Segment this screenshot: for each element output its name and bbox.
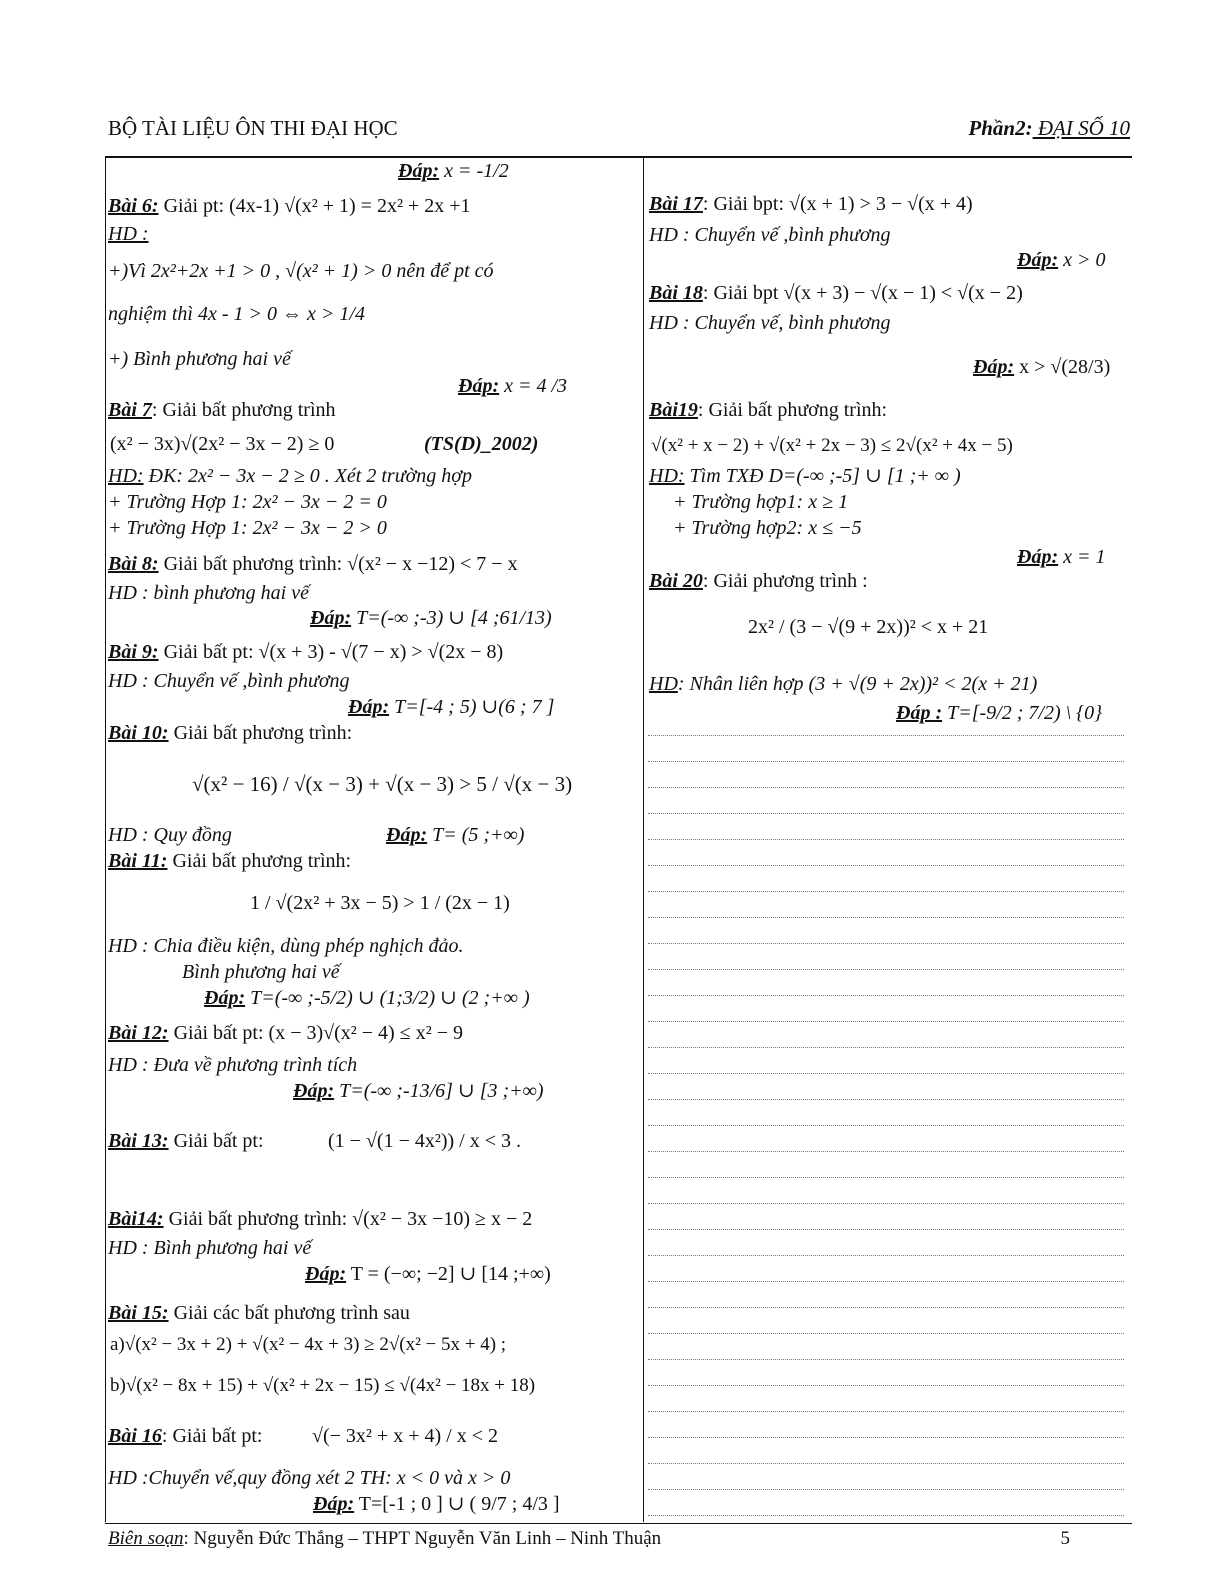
exercise-7 [108, 399, 336, 422]
answer-value: T=(-∞ ;-5/2) ∪ (1;3/2) ∪ (2 ;+∞ ) [245, 987, 530, 1009]
answer-value: x = 4 /3 [499, 375, 568, 397]
hint-line: +) Bình phương hai vế [108, 348, 291, 370]
answer-line [313, 1493, 560, 1516]
note-line [648, 1307, 1124, 1308]
exercise-12 [108, 1022, 463, 1045]
answer-label: Đáp: [1017, 249, 1059, 271]
exercise-label: Bài 15: [108, 1302, 169, 1324]
hint-label-text: HD: [108, 465, 144, 487]
exercise-text: Giải bất pt: (x − 3)√(x² − 4) ≤ x² − 9 [168, 1022, 463, 1044]
exercise-14 [108, 1208, 532, 1231]
answer-value: x = 1 [1058, 546, 1106, 568]
answer-line [386, 824, 524, 847]
exercise-8 [108, 553, 518, 576]
header-title: BỘ TÀI LIỆU ÔN THI ĐẠI HỌC [108, 116, 398, 140]
footer-label: Biên soạn [108, 1528, 184, 1549]
equation: √(x² + x − 2) + √(x² + 2x − 3) ≤ 2√(x² + 4x − 5) [651, 435, 1013, 456]
answer-value: x > √(28/3) [1014, 356, 1111, 378]
note-line [648, 761, 1124, 762]
hint-line: HD : Quy đồng [108, 824, 232, 846]
exercise-11 [108, 850, 351, 873]
note-line [648, 1359, 1124, 1360]
exercise-text: : Giải bất phương trình: [697, 399, 888, 421]
hint-line: HD : Chuyển vế, bình phương [649, 312, 891, 334]
page-number: 5 [1060, 1528, 1070, 1549]
answer-label: Đáp: [310, 607, 352, 629]
answer-line [1017, 546, 1105, 569]
exercise-17 [649, 193, 973, 216]
note-line [648, 943, 1124, 944]
exercise-label: Bài 17 [649, 193, 703, 215]
answer-line [293, 1080, 544, 1103]
note-line [648, 1411, 1124, 1412]
answer-value: x > 0 [1058, 249, 1106, 271]
note-line [648, 1281, 1124, 1282]
exercise-13 [108, 1130, 264, 1153]
note-line [648, 969, 1124, 970]
hint-text: : Nhân liên hợp (3 + √(9 + 2x))² < 2(x + 21) [677, 673, 1038, 695]
exercise-label: Bài 6: [108, 195, 159, 217]
answer-value: T = (−∞; −2] ∪ [14 ;+∞) [346, 1263, 551, 1285]
equation: (1 − √(1 − 4x²)) / x < 3 . [328, 1130, 522, 1152]
note-line [648, 917, 1124, 918]
page-footer [108, 1528, 1128, 1550]
exercise-label: Bài 10: [108, 722, 169, 744]
note-line [648, 1333, 1124, 1334]
exercise-10 [108, 722, 352, 745]
equation: √(x² − 16) / √(x − 3) + √(x − 3) > 5 / √(x − 3) [192, 772, 573, 796]
exercise-text: : Giải bpt: √(x + 1) > 3 − √(x + 4) [702, 193, 973, 215]
hint-line: HD : Chuyển vế ,bình phương [108, 670, 350, 692]
note-line [648, 1047, 1124, 1048]
note-line [648, 1489, 1124, 1490]
equation: √(− 3x² + x + 4) / x < 2 [312, 1425, 498, 1447]
hint-line: Bình phương hai vế [182, 961, 340, 983]
hint-line: nghiệm thì 4x - 1 > 0 ⇔ x > 1/4 [108, 303, 365, 325]
answer-line [398, 160, 509, 183]
hint-line: + Trường hợp1: x ≥ 1 [673, 491, 849, 513]
exercise-text: : Giải bất phương trình [151, 399, 336, 421]
answer-line [973, 356, 1110, 379]
note-line [648, 735, 1124, 736]
answer-value: T=(-∞ ;-3) ∪ [4 ;61/13) [351, 607, 552, 629]
exercise-20 [649, 570, 868, 593]
answer-value: T=(-∞ ;-13/6] ∪ [3 ;+∞) [334, 1080, 544, 1102]
answer-label: Đáp: [305, 1263, 347, 1285]
hint-line: +)Vì 2x²+2x +1 > 0 , √(x² + 1) > 0 nên để pt có [108, 260, 494, 282]
footer-rule [105, 1523, 1132, 1524]
exercise-9 [108, 641, 503, 664]
hint-line: HD : Bình phương hai vế [108, 1237, 312, 1259]
answer-line [458, 375, 567, 398]
note-line [648, 1021, 1124, 1022]
hint-line: HD : bình phương hai vế [108, 582, 309, 604]
answer-value: x = -1/2 [439, 160, 509, 182]
answer-value: T=[-1 ; 0 ] ∪ ( 9/7 ; 4/3 ] [354, 1493, 560, 1515]
exercise-text: Giải bất phương trình: [168, 722, 353, 744]
exercise-text: Giải bất phương trình: √(x² − x −12) < 7 − x [158, 553, 518, 575]
note-line [648, 1073, 1124, 1074]
exercise-label: Bài 11: [108, 850, 168, 872]
exercise-text: Giải bất phương trình: √(x² − 3x −10) ≥ x − 2 [163, 1208, 533, 1230]
hint-line: + Trường Hợp 1: 2x² − 3x − 2 > 0 [108, 517, 387, 539]
answer-label: Đáp: [386, 824, 428, 846]
exercise-label: Bài 9: [108, 641, 159, 663]
answer-value: T= (5 ;+∞) [427, 824, 525, 846]
equation: 2x² / (3 − √(9 + 2x))² < x + 21 [748, 616, 989, 638]
footer-author: : Nguyễn Đức Thắng – THPT Nguyễn Văn Linh – Ninh Thuận [183, 1528, 662, 1549]
exercise-19 [649, 399, 887, 422]
answer-label: Đáp: [1017, 546, 1059, 568]
hint-text: Tìm TXĐ D=(-∞ ;-5] ∪ [1 ;+ ∞ ) [684, 465, 961, 487]
hint-label-text: HD: [649, 465, 685, 487]
hint-text: ĐK: 2x² − 3x − 2 ≥ 0 . Xét 2 trường hợp [143, 465, 472, 487]
exercise-label: Bài 20 [649, 570, 703, 592]
answer-label: Đáp: [204, 987, 246, 1009]
exercise-text: Giải bất pt: √(x + 3) - √(7 − x) > √(2x − 8) [158, 641, 504, 663]
note-line [648, 1203, 1124, 1204]
exercise-label: Bài 7 [108, 399, 152, 421]
answer-line [310, 607, 552, 630]
exercise-label: Bài 16 [108, 1425, 162, 1447]
exercise-text: : Giải bpt √(x + 3) − √(x − 1) < √(x − 2) [702, 282, 1023, 304]
header-section [968, 116, 1130, 141]
hint-label-text: HD [649, 673, 678, 695]
hint-line: HD : Chia điều kiện, dùng phép nghịch đảo. [108, 935, 464, 957]
exercise-18 [649, 282, 1023, 305]
exercise-6 [108, 195, 471, 218]
note-line [648, 787, 1124, 788]
note-line [648, 1385, 1124, 1386]
exercise-label: Bài19 [649, 399, 698, 421]
exercise-label: Bài 18 [649, 282, 703, 304]
exercise-label: Bài14: [108, 1208, 164, 1230]
exercise-text: : Giải phương trình : [702, 570, 868, 592]
answer-value: T=[-4 ; 5) ∪(6 ; 7 ] [389, 696, 555, 718]
header-rule [105, 156, 1132, 158]
exercise-text: Giải pt: (4x-1) √(x² + 1) = 2x² + 2x +1 [158, 195, 471, 217]
note-line [648, 813, 1124, 814]
note-line [648, 1151, 1124, 1152]
exercise-16 [108, 1425, 262, 1448]
note-line [648, 1255, 1124, 1256]
column-divider [643, 157, 644, 1522]
exercise-text: Giải các bất phương trình sau [168, 1302, 410, 1324]
hint-label [108, 223, 149, 246]
hint-line [649, 673, 1037, 696]
exercise-text: Giải bất pt: [168, 1130, 264, 1152]
note-line [648, 839, 1124, 840]
left-border [105, 157, 106, 1522]
note-line [648, 1437, 1124, 1438]
hint-label-text: HD : [108, 223, 149, 245]
note-line [648, 1125, 1124, 1126]
answer-value: T=[-9/2 ; 7/2) \ {0} [942, 702, 1103, 724]
equation: b)√(x² − 8x + 15) + √(x² + 2x − 15) ≤ √(4x² − 18x + 18) [110, 1375, 536, 1396]
equation: (x² − 3x)√(2x² − 3x − 2) ≥ 0 [110, 433, 335, 455]
answer-label: Đáp: [398, 160, 440, 182]
hint-line: + Trường Hợp 1: 2x² − 3x − 2 = 0 [108, 491, 387, 513]
note-line [648, 891, 1124, 892]
answer-line [204, 987, 530, 1010]
hint-line: HD : Chuyển vế ,bình phương [649, 224, 891, 246]
equation: 1 / √(2x² + 3x − 5) > 1 / (2x − 1) [250, 892, 510, 914]
exercise-15 [108, 1302, 410, 1325]
equation: a)√(x² − 3x + 2) + √(x² − 4x + 3) ≥ 2√(x² − 5x + 4) ; [110, 1334, 507, 1355]
exercise-label: Bài 8: [108, 553, 159, 575]
hint-line: HD : Đưa về phương trình tích [108, 1054, 358, 1076]
answer-label: Đáp: [973, 356, 1015, 378]
note-line [648, 1463, 1124, 1464]
answer-label: Đáp: [348, 696, 390, 718]
answer-line [305, 1263, 551, 1286]
page-header [108, 116, 1130, 146]
answer-line [896, 702, 1102, 725]
exercise-label: Bài 12: [108, 1022, 169, 1044]
answer-line [1017, 249, 1105, 272]
answer-label: Đáp: [313, 1493, 355, 1515]
exercise-label: Bài 13: [108, 1130, 169, 1152]
header-section-title: ĐẠI SỐ 10 [1032, 116, 1130, 140]
note-line [648, 1177, 1124, 1178]
answer-line [348, 696, 554, 719]
note-line [648, 995, 1124, 996]
note-line [648, 1099, 1124, 1100]
note-line [648, 1229, 1124, 1230]
hint-line [649, 465, 961, 488]
source-tag: (TS(D)_2002) [424, 433, 539, 455]
exercise-text: : Giải bất pt: [161, 1425, 263, 1447]
note-line [648, 865, 1124, 866]
answer-label: Đáp: [293, 1080, 335, 1102]
hint-line: HD :Chuyển vế,quy đồng xét 2 TH: x < 0 và x > 0 [108, 1467, 511, 1489]
note-line [648, 1515, 1124, 1516]
header-section-bold: Phần2: [968, 116, 1033, 140]
hint-line: + Trường hợp2: x ≤ −5 [673, 517, 862, 539]
answer-label: Đáp : [896, 702, 943, 724]
hint-line [108, 465, 472, 488]
answer-label: Đáp: [458, 375, 500, 397]
exercise-text: Giải bất phương trình: [167, 850, 352, 872]
